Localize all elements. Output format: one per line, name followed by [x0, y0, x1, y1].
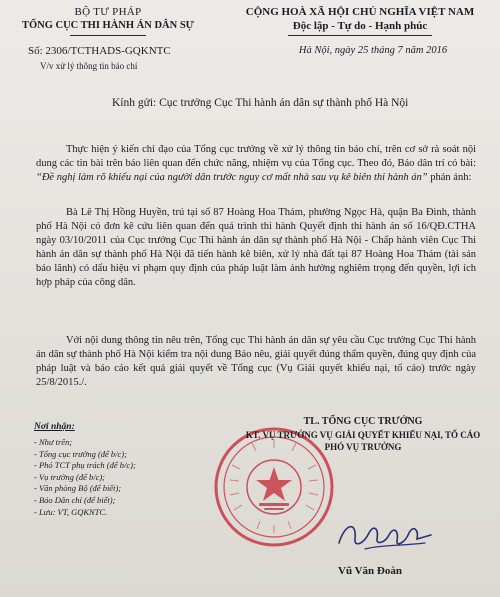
signer-name: Vũ Văn Đoàn: [338, 565, 402, 577]
paragraph-1-text: Thực hiện ý kiến chỉ đạo của Tổng cục trưởng về xử lý thông tin báo chí, trên cơ sở rà soát nội dung các tin bài trên báo liên quan đến chức năng, nhiệm vụ của Tổng cục. Theo đó, Báo dân trí có bài:: [36, 144, 476, 169]
recipient-item: - Vụ trưởng (để b/c);: [34, 471, 106, 482]
recipient-item: - Tổng cục trưởng (để b/c);: [34, 448, 127, 459]
country-title: CỘNG HOÀ XÃ HỘI CHỦ NGHĨA VIỆT NAM: [245, 6, 475, 18]
header-left-divider: [70, 35, 146, 36]
signature-title-3: PHÓ VỤ TRƯỞNG: [324, 442, 402, 452]
paragraph-2-text: Bà Lê Thị Hồng Huyền, trú tại số 87 Hoàng Hoa Thám, phường Ngọc Hà, quận Ba Đình, thành phố Hà Nội có đơn kê cứu liên quan đến quá trình thi hành Quyết định thi hành án số 16/QĐ.CTHA ngày 03/10/2011 của Cục trưởng Cục Thi hành án dân sự thành phố Hà Nội - Chấp hành viên Cục Thi hành án dân sự thành phố Hà Nội đã tiến hành kê biên, xử lý nhà đất tại 87 Hoàng Hoa Thám (tài sản bảo lãnh) có dấu hiệu vi phạm quy định của pháp luật làm ảnh hưởng nghiêm trọng đến quyền, lợi ích hợp pháp của công dân.: [36, 207, 476, 288]
signature-title-1: TL. TỔNG CỤC TRƯỞNG: [303, 416, 423, 427]
paragraph-2: [36, 206, 476, 290]
national-motto: Độc lập - Tự do - Hạnh phúc: [292, 20, 428, 32]
article-title-quote: “Đề nghị làm rõ khiếu nại của người dân trước nguy cơ mất nhà sau vụ kê biên thi hành án”: [36, 172, 428, 183]
ministry-name: BỘ TƯ PHÁP: [74, 6, 142, 18]
paragraph-3: [36, 334, 476, 390]
document-subject: V/v xử lý thông tin báo chí: [40, 61, 138, 71]
signature-title-2: KT. VỤ TRƯỞNG VỤ GIẢI QUYẾT KHIẾU NẠI, TỐ CÁO: [245, 430, 481, 440]
paragraph-3-text: Với nội dung thông tin nêu trên, Tổng cục Thi hành án dân sự yêu cầu Cục trưởng Cục Thi hành án dân sự thành phố Hà Nội kiểm tra nội dung Báo nêu, giải quyết đúng thẩm quyền, đúng quy định của pháp luật và báo cáo kết quả giải quyết về Tổng cục (Vụ Giải quyết khiếu nại, tố cáo) trước ngày 25/8/2015./.: [36, 335, 476, 388]
recipient-item: - Lưu: VT, GQKNTC.: [34, 506, 108, 517]
document-date: Hà Nội, ngày 25 tháng 7 năm 2016: [298, 45, 448, 56]
header-right-divider: [288, 35, 432, 36]
recipient-item: - Phó TCT phụ trách (để b/c);: [34, 460, 136, 471]
recipients-list: [34, 437, 136, 518]
agency-name: TỔNG CỤC THI HÀNH ÁN DÂN SỰ: [21, 20, 195, 31]
paragraph-1: [36, 143, 476, 185]
recipient-item: - Như trên;: [34, 437, 73, 447]
recipients-title: Nơi nhận:: [34, 422, 75, 432]
paragraph-1-end: phản ánh:: [427, 172, 472, 183]
document-number: Số: 2306/TCTHADS-GQKNTC: [28, 45, 171, 57]
handwritten-signature: [335, 515, 435, 555]
recipient-item: - Văn phòng Bộ (để biết);: [34, 483, 122, 494]
recipient-item: - Báo Dân chí (để biết);: [34, 494, 116, 505]
addressee-line: Kính gửi: Cục trưởng Cục Thi hành án dân sự thành phố Hà Nội: [112, 97, 409, 109]
